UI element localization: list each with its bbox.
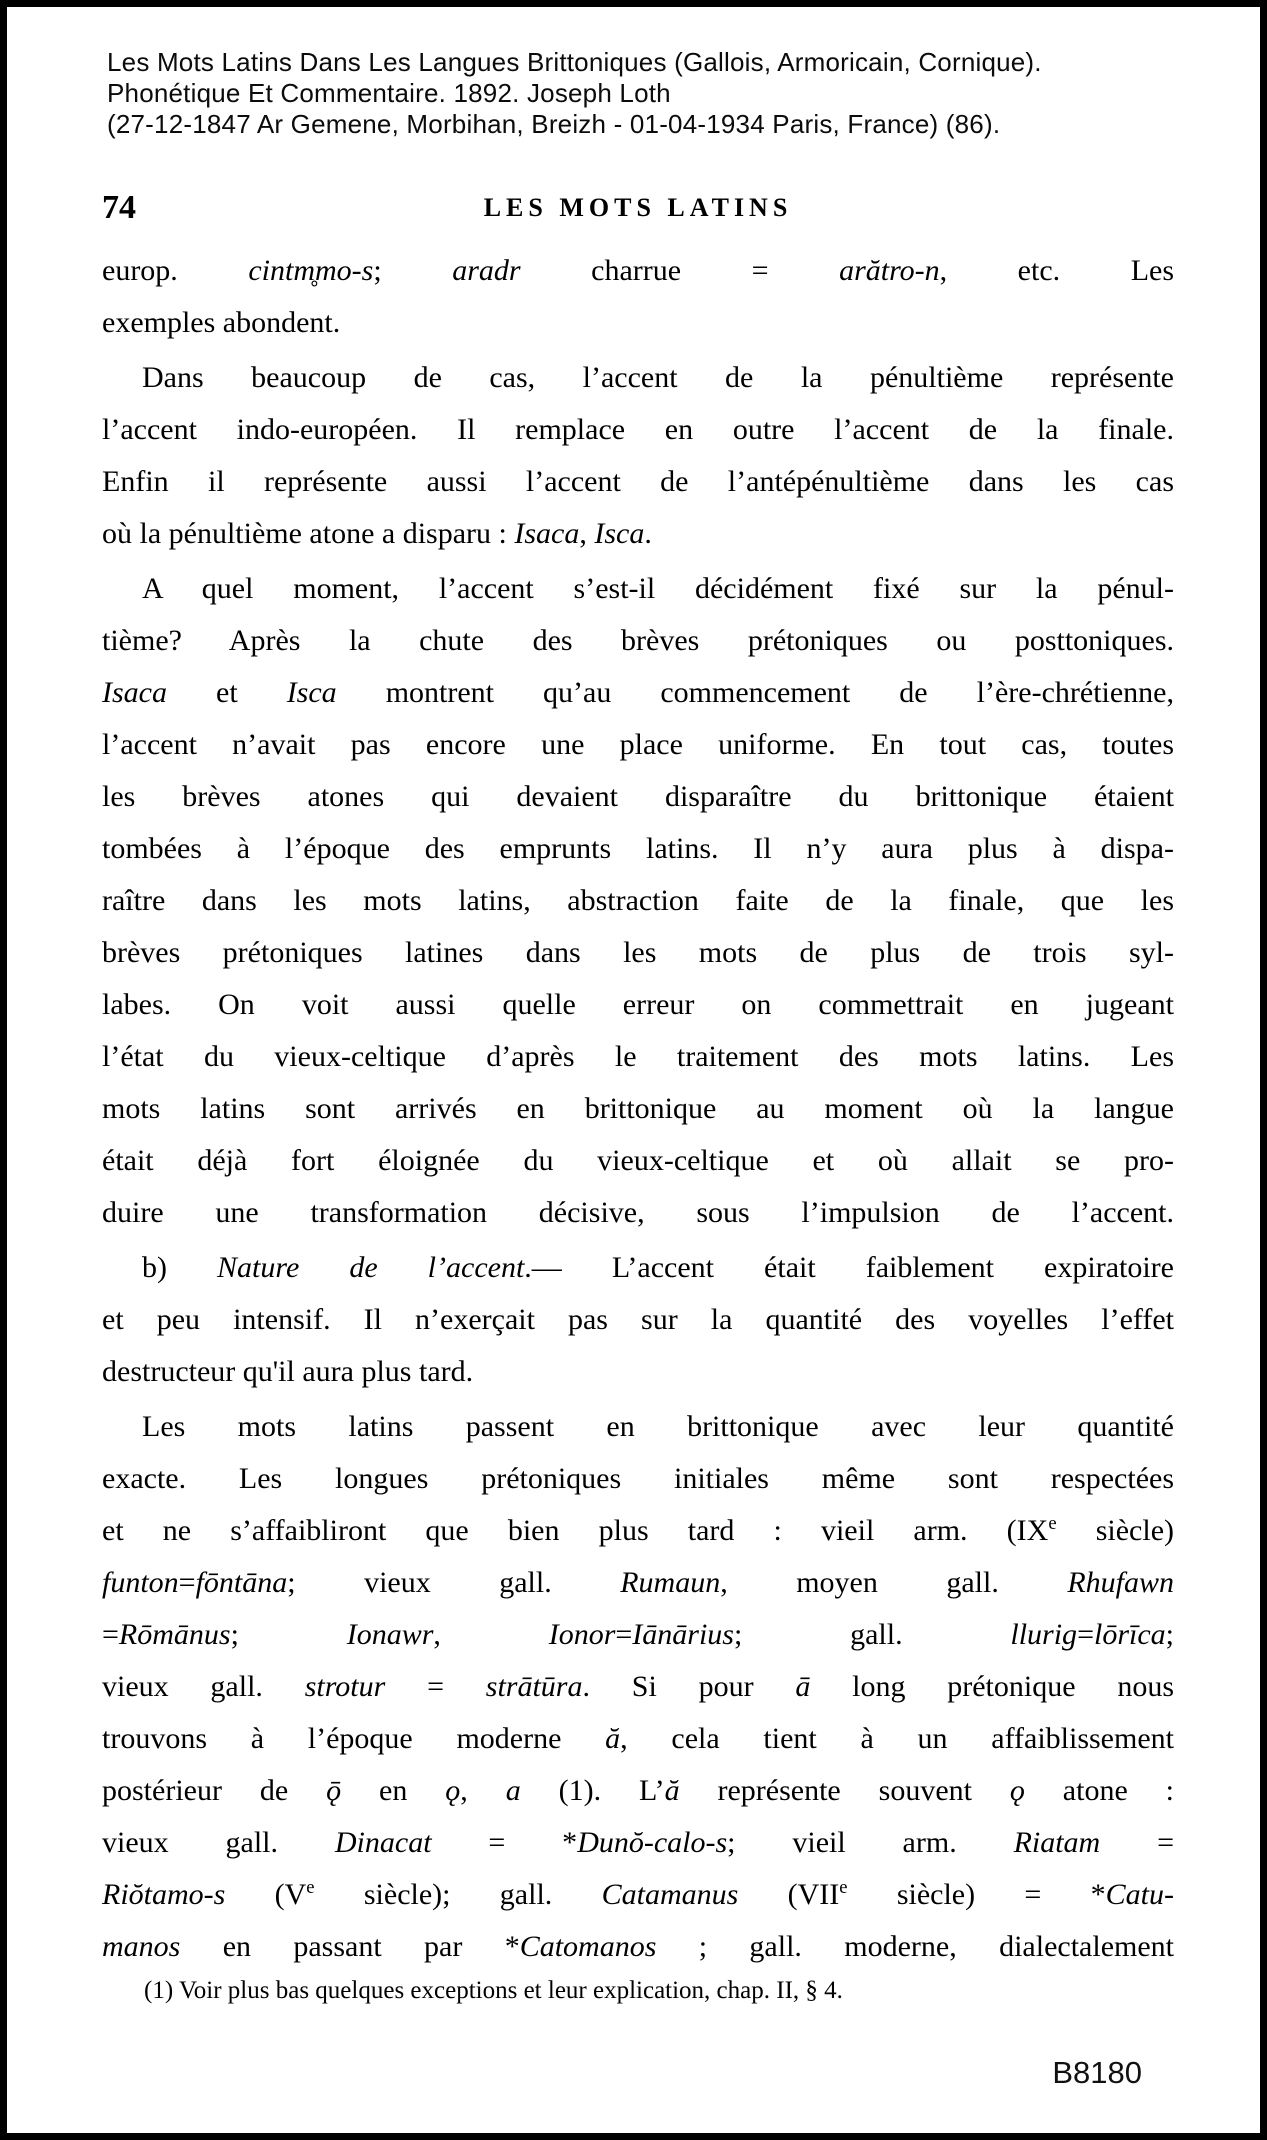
body-line	[102, 1765, 1174, 1817]
text-run: europ.	[102, 254, 249, 287]
text-run: ;	[1165, 1618, 1174, 1651]
italic-term: funton	[102, 1566, 179, 1599]
text-run: l’accent n’avait pas encore une place uniforme. En tout cas, toutes	[102, 728, 1174, 761]
italic-term: ă	[664, 1774, 680, 1807]
italic-term: Dunŏ-calo-s	[577, 1826, 728, 1859]
body-line	[102, 615, 1174, 667]
body-line	[102, 297, 1174, 349]
citation-header	[107, 47, 1042, 140]
text-run: , etc. Les	[939, 254, 1175, 287]
text-run: duire une transformation décisive, sous l’impulsion de l’accent.	[102, 1196, 1174, 1229]
italic-term: ă	[605, 1722, 621, 1755]
italic-term: ā	[795, 1670, 811, 1703]
text-run: trouvons à l’époque moderne	[102, 1722, 606, 1755]
paragraph	[102, 1242, 1174, 1398]
italic-term: Catu-	[1105, 1878, 1174, 1911]
text-run: .— L’accent était faiblement expiratoire	[524, 1251, 1174, 1284]
text-run: siècle); gall.	[314, 1878, 602, 1911]
body-line	[102, 508, 1174, 560]
text-run: destructeur qu'il aura plus tard.	[102, 1355, 474, 1388]
italic-term: Isca	[594, 517, 645, 550]
text-run: (1). L’	[520, 1774, 665, 1807]
text-run: Enfin il représente aussi l’accent de l’antépénultième dans les cas	[102, 465, 1174, 498]
text-run: long prétonique nous	[810, 1670, 1174, 1703]
body-line	[102, 563, 1174, 615]
text-run: postérieur de	[102, 1774, 327, 1807]
text-run: ,	[460, 1774, 506, 1807]
body-line	[102, 771, 1174, 823]
body-line	[102, 1817, 1174, 1869]
text-run: et	[166, 676, 287, 709]
italic-term: Ionor	[548, 1618, 616, 1651]
text-run: A quel moment, l’accent s’est-il décidément fixé sur la pénul-	[142, 572, 1174, 605]
text-run: ; vieil arm.	[727, 1826, 1014, 1859]
body-line	[102, 1557, 1174, 1609]
text-run: et peu intensif. Il n’exerçait pas sur la quantité des voyelles l’effet	[102, 1303, 1174, 1336]
text-run: raître dans les mots latins, abstraction faite de la finale, que les	[102, 884, 1174, 917]
text-run: b)	[142, 1251, 218, 1284]
text-run: ,	[579, 517, 595, 550]
text-run: =	[1100, 1826, 1175, 1859]
body-line	[102, 1921, 1174, 1973]
body-line	[102, 1505, 1174, 1557]
text-run: labes. On voit aussi quelle erreur on commettrait en jugeant	[102, 988, 1174, 1021]
italic-term: Iānārius	[632, 1618, 734, 1651]
italic-term: Rumaun	[620, 1566, 721, 1599]
italic-term: manos	[102, 1930, 181, 1963]
text-run: charrue =	[520, 254, 840, 287]
italic-term: Isaca	[102, 676, 167, 709]
text-run: et ne s’affaibliront que bien plus tard : vieil arm. (IX	[102, 1514, 1049, 1547]
body-line	[102, 823, 1174, 875]
italic-term: lōrīca	[1093, 1618, 1166, 1651]
text-run: où la pénultième atone a disparu :	[102, 517, 515, 550]
italic-term: Riŏtamo-s	[102, 1878, 226, 1911]
text-run: e	[306, 1877, 315, 1898]
text-run: l’état du vieux-celtique d’après le traitement des mots latins. Les	[102, 1040, 1174, 1073]
text-run: =	[1077, 1618, 1094, 1651]
italic-term: Catamanus	[601, 1878, 739, 1911]
text-run: en	[341, 1774, 446, 1807]
text-run: siècle) = *	[847, 1878, 1106, 1911]
citation-line-2: Phonétique Et Commentaire. 1892. Joseph Loth	[107, 78, 671, 108]
running-title: LES MOTS LATINS	[483, 193, 793, 222]
text-run: les brèves atones qui devaient disparaître du brittonique étaient	[102, 780, 1174, 813]
text-run: en passant par *	[180, 1930, 520, 1963]
italic-term: aradr	[452, 254, 521, 287]
text-run: =	[385, 1670, 486, 1703]
body-line	[102, 1401, 1174, 1453]
body-line	[102, 404, 1174, 456]
italic-term: cintm̥mo-s	[248, 254, 374, 287]
body-line	[102, 927, 1174, 979]
italic-term: strātūra	[485, 1670, 583, 1703]
italic-term: ǭ	[326, 1774, 342, 1807]
text-run: mots latins sont arrivés en brittonique au moment où la langue	[102, 1092, 1174, 1125]
body-line	[102, 1869, 1174, 1921]
text-run: =	[615, 1618, 633, 1651]
text-run: (VII	[738, 1878, 840, 1911]
body-line	[102, 667, 1174, 719]
text-run: =	[178, 1566, 196, 1599]
body-line	[102, 1242, 1174, 1294]
body-line	[102, 456, 1174, 508]
body-line	[102, 875, 1174, 927]
body-line	[102, 245, 1174, 297]
text-run: l’accent indo-européen. Il remplace en outre l’accent de la finale.	[102, 413, 1174, 446]
body-line	[102, 719, 1174, 771]
text-run: , moyen gall.	[720, 1566, 1068, 1599]
text-run: exacte. Les longues prétoniques initiales même sont respectées	[102, 1462, 1174, 1495]
page-number: 74	[102, 189, 136, 226]
text-run: vieux gall.	[102, 1826, 335, 1859]
italic-term: Catomanos	[519, 1930, 657, 1963]
italic-term: ǫ	[1009, 1774, 1025, 1807]
body-text	[102, 245, 1174, 1973]
text-run: vieux gall.	[102, 1670, 305, 1703]
text-run: . Si pour	[582, 1670, 796, 1703]
text-run: représente souvent	[679, 1774, 1010, 1807]
body-line	[102, 1453, 1174, 1505]
italic-term: Dinacat	[334, 1826, 432, 1859]
italic-term: ǫ	[445, 1774, 461, 1807]
text-run: e	[1048, 1513, 1057, 1534]
text-run: siècle)	[1056, 1514, 1174, 1547]
text-run: montrent qu’au commencement de l’ère-chrétienne,	[336, 676, 1174, 709]
citation-line-1: Les Mots Latins Dans Les Langues Brittoniques (Gallois, Armoricain, Cornique).	[107, 47, 1042, 77]
body-line	[102, 1083, 1174, 1135]
paragraph	[102, 245, 1174, 349]
text-run: Les mots latins passent en brittonique avec leur quantité	[142, 1410, 1174, 1443]
italic-term: a	[505, 1774, 521, 1807]
paragraph	[102, 1401, 1174, 1973]
italic-term: Rōmānus	[118, 1618, 231, 1651]
body-line	[102, 1713, 1174, 1765]
text-run: tombées à l’époque des emprunts latins. Il n’y aura plus à dispa-	[102, 832, 1174, 865]
italic-term: Isca	[286, 676, 337, 709]
footnote: (1) Voir plus bas quelques exceptions et leur explication, chap. II, § 4.	[144, 1977, 843, 2004]
italic-term: Rhufawn	[1067, 1566, 1174, 1599]
catalog-number: B8180	[1052, 2055, 1142, 2090]
text-run: brèves prétoniques latines dans les mots de plus de trois syl-	[102, 936, 1174, 969]
body-line	[102, 1346, 1174, 1398]
text-run: =	[102, 1618, 119, 1651]
text-run: e	[839, 1877, 848, 1898]
text-run: atone :	[1024, 1774, 1175, 1807]
italic-term: llurig	[1010, 1618, 1078, 1651]
italic-term: arătro-n	[839, 254, 940, 287]
text-run: ;	[230, 1618, 347, 1651]
italic-term: Ionawr	[346, 1618, 434, 1651]
running-head	[102, 189, 1174, 231]
italic-term: Nature de l’accent	[217, 1251, 525, 1284]
italic-term: Isaca	[514, 517, 580, 550]
body-line	[102, 1187, 1174, 1239]
body-line	[102, 1661, 1174, 1713]
body-line	[102, 1031, 1174, 1083]
paragraph	[102, 563, 1174, 1239]
italic-term: Riatam	[1013, 1826, 1101, 1859]
paragraph	[102, 352, 1174, 560]
text-run: .	[644, 517, 652, 550]
body-line	[102, 979, 1174, 1031]
text-run: ; gall.	[733, 1618, 1011, 1651]
text-run: tième? Après la chute des brèves prétoniques ou posttoniques.	[102, 624, 1174, 657]
text-run: (V	[225, 1878, 307, 1911]
text-run: Dans beaucoup de cas, l’accent de la pénultième représente	[142, 361, 1174, 394]
text-run: exemples abondent.	[102, 306, 341, 339]
text-run: = *	[431, 1826, 578, 1859]
citation-line-3: (27-12-1847 Ar Gemene, Morbihan, Breizh - 01-04-1934 Paris, France) (86).	[107, 109, 1001, 139]
italic-term: fōntāna	[195, 1566, 288, 1599]
body-line	[102, 1135, 1174, 1187]
text-run: ,	[433, 1618, 549, 1651]
body-line	[102, 1609, 1174, 1661]
text-run: était déjà fort éloignée du vieux-celtique et où allait se pro-	[102, 1144, 1174, 1177]
text-run: ; gall. moderne, dialectalement	[656, 1930, 1174, 1963]
text-run: ;	[373, 254, 453, 287]
body-line	[102, 352, 1174, 404]
body-line	[102, 1294, 1174, 1346]
italic-term: strotur	[304, 1670, 386, 1703]
text-run: ; vieux gall.	[287, 1566, 621, 1599]
text-run: , cela tient à un affaiblissement	[620, 1722, 1174, 1755]
